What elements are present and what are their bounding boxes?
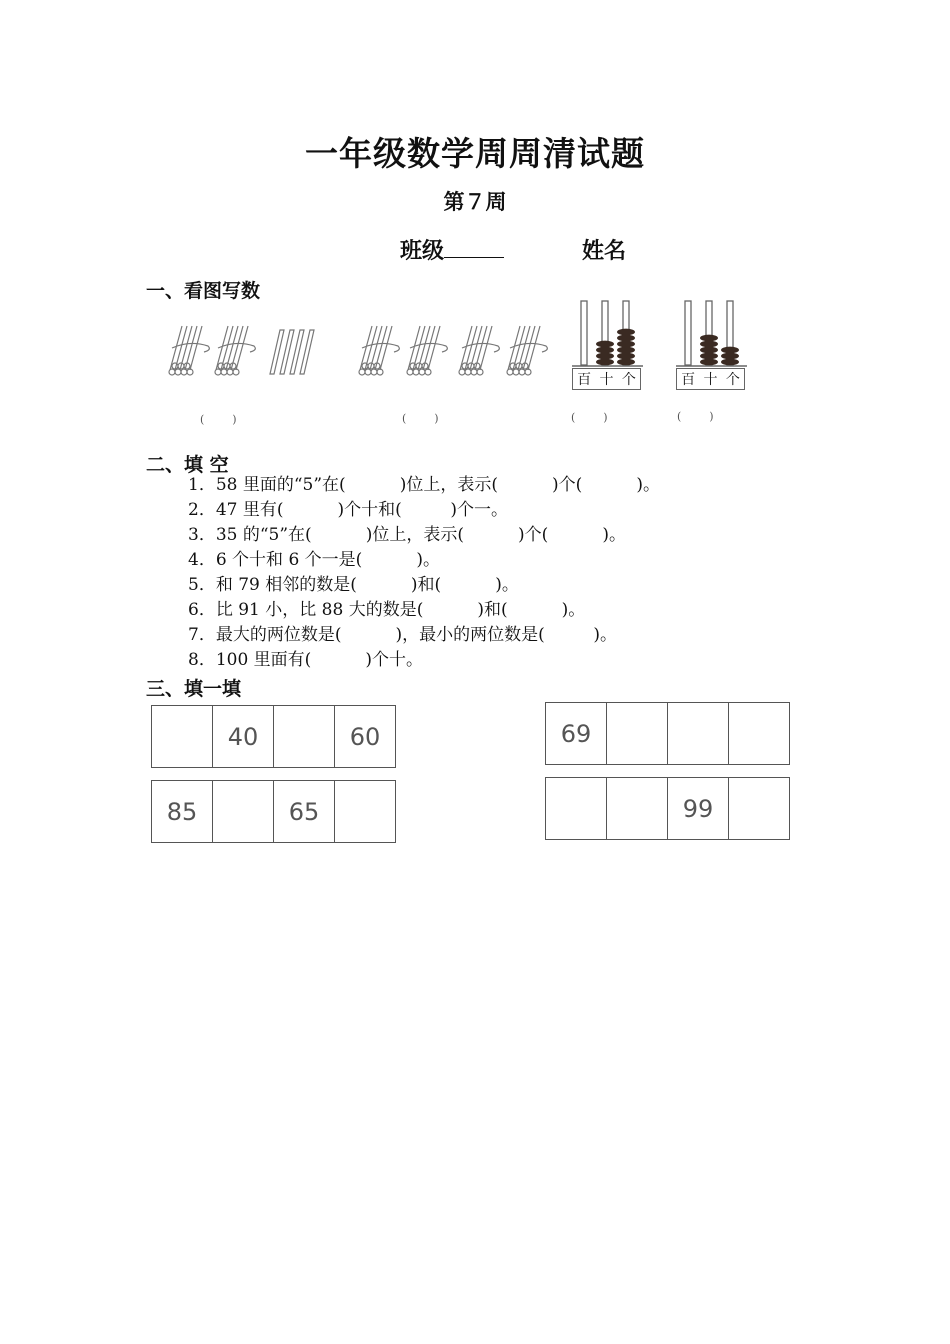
abacus-1-label-hundreds: 百 <box>577 372 592 388</box>
stick-bundle-3 <box>359 326 399 375</box>
picture-answer-1[interactable]: ( ) <box>200 413 237 426</box>
grid-3-cell-1: 85 <box>152 781 213 843</box>
grid-4-cell-2[interactable] <box>607 778 668 840</box>
grid-4-cell-1[interactable] <box>546 778 607 840</box>
stick-bundles-picture-2 <box>350 318 560 382</box>
grid-2-cell-4[interactable] <box>729 703 790 765</box>
grid-1-cell-3[interactable] <box>274 706 335 768</box>
stick-bundle-2 <box>215 326 255 375</box>
abacus-2 <box>674 298 749 392</box>
picture-answer-3[interactable]: ( ) <box>571 411 608 424</box>
abacus-1-place-labels <box>572 368 641 390</box>
abacus-1-label-ones: 个 <box>621 372 636 388</box>
question-1: 1．58 里面的“5”在( )位上，表示( )个( )。 <box>188 475 660 495</box>
grid-2-cell-3[interactable] <box>668 703 729 765</box>
picture-answer-2[interactable]: ( ) <box>402 412 439 425</box>
number-grid-2 <box>545 702 790 765</box>
grid-2-cell-2[interactable] <box>607 703 668 765</box>
grid-3-cell-2[interactable] <box>213 781 274 843</box>
section-title-fill-blank: 二、填 空 <box>146 454 229 476</box>
abacus-2-label-ones: 个 <box>725 372 740 388</box>
page-title: 一年级数学周周清试题 <box>305 134 645 173</box>
picture-answer-4[interactable]: ( ) <box>677 410 714 423</box>
abacus-1 <box>570 298 645 392</box>
stick-bundle-1 <box>169 326 209 375</box>
stick-bundle-6 <box>507 326 547 375</box>
grid-4-cell-4[interactable] <box>729 778 790 840</box>
grid-3-cell-3: 65 <box>274 781 335 843</box>
week-label: 第７周 <box>443 189 507 214</box>
class-name-row <box>400 234 626 265</box>
number-grid-4 <box>545 777 790 840</box>
section-title-fill-grid: 三、填一填 <box>146 678 242 700</box>
abacus-2-label-tens: 十 <box>703 372 718 388</box>
grid-2-cell-1: 69 <box>546 703 607 765</box>
grid-3-cell-4[interactable] <box>335 781 396 843</box>
name-label: 姓名 <box>582 238 627 264</box>
grid-1-cell-1[interactable] <box>152 706 213 768</box>
abacus-1-rods <box>570 298 645 368</box>
abacus-2-rods <box>674 298 749 368</box>
class-blank[interactable] <box>444 237 504 258</box>
section-title-picture: 一、看图写数 <box>146 280 261 302</box>
class-label: 班级 <box>400 238 445 264</box>
question-8: 8．100 里面有( )个十。 <box>188 650 423 670</box>
stick-bundle-4 <box>407 326 447 375</box>
abacus-1-label-tens: 十 <box>599 372 614 388</box>
grid-1-cell-4: 60 <box>335 706 396 768</box>
question-3: 3．35 的“5”在( )位上，表示( )个( )。 <box>188 525 626 545</box>
question-6: 6．比 91 小，比 88 大的数是( )和( )。 <box>188 600 586 620</box>
single-sticks <box>270 330 314 374</box>
grid-4-cell-3: 99 <box>668 778 729 840</box>
stick-bundle-5 <box>459 326 499 375</box>
question-2: 2．47 里有( )个十和( )个一。 <box>188 500 509 520</box>
number-grid-1 <box>151 705 396 768</box>
abacus-2-place-labels <box>676 368 745 390</box>
abacus-2-label-hundreds: 百 <box>681 372 696 388</box>
question-5: 5．和 79 相邻的数是( )和( )。 <box>188 575 519 595</box>
stick-bundles-picture-1 <box>160 318 320 382</box>
question-4: 4．6 个十和 6 个一是( )。 <box>188 550 440 570</box>
grid-1-cell-2: 40 <box>213 706 274 768</box>
number-grid-3 <box>151 780 396 843</box>
question-7: 7．最大的两位数是( )，最小的两位数是( )。 <box>188 625 618 645</box>
